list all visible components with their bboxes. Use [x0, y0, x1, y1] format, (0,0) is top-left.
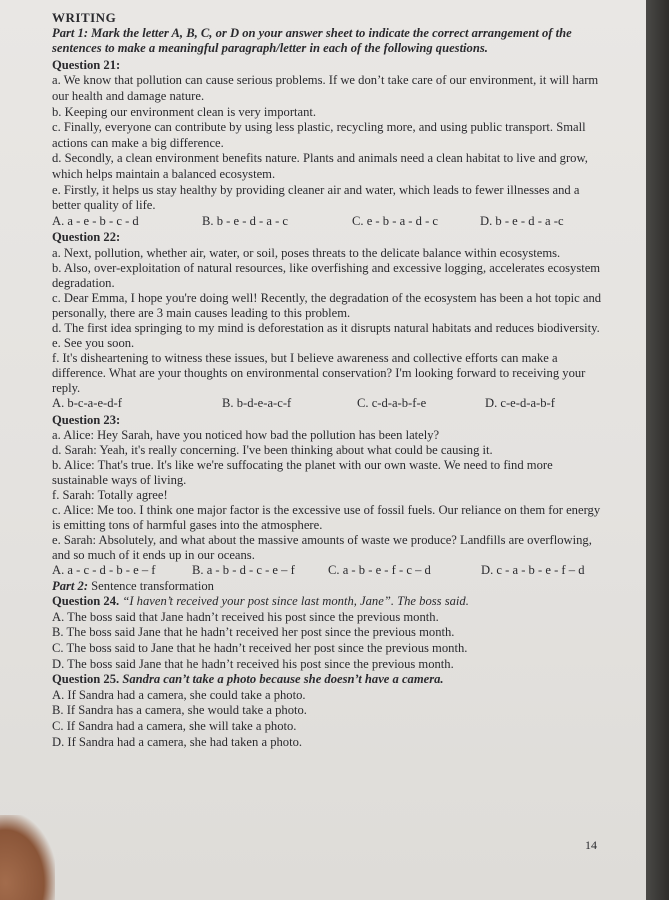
q22-option-a[interactable]: A. b-c-a-e-d-f — [52, 395, 122, 410]
section-heading: WRITING — [52, 10, 117, 25]
q24-option-d[interactable]: D. The boss said Jane that he hadn’t received his post since the previous month. — [52, 656, 454, 671]
q21-option-b[interactable]: B. b - e - d - a - c — [202, 213, 289, 228]
q24-option-c[interactable]: C. The boss said to Jane that he hadn’t received her post since the previous month. — [52, 641, 468, 656]
q23-line-b: b. Alice: That's true. It's like we're suffocating the planet with our own waste. We need to find more sustainable ways of living. — [52, 458, 553, 488]
q21-line-b: b. Keeping our environment clean is very important. — [52, 104, 317, 119]
part2-text: Sentence transformation — [88, 578, 214, 593]
q23-line-c: c. Alice: Me too. I think one major factor is the excessive use of fossil fuels. Our reliance on them for energy is emitting tons of harmful gases into the atmosphere. — [52, 503, 601, 533]
q23-option-c[interactable]: C. a - b - e - f - c – d — [328, 563, 431, 578]
q23-option-d[interactable]: D. c - a - b - e - f – d — [481, 563, 585, 578]
q22-option-d[interactable]: D. c-e-d-a-b-f — [485, 395, 555, 410]
table-edge — [646, 0, 669, 900]
q22-line-b: b. Also, over-exploitation of natural resources, like overfishing and excessive logging, accelerates ecosystem degradation. — [52, 260, 601, 290]
q23-option-b[interactable]: B. a - b - d - c - e – f — [192, 563, 295, 578]
part1-instructions: Part 1: Mark the letter A, B, C, or D on your answer sheet to indicate the correct arrangement of the sentences to make a meaningful paragraph/letter in each of the following questions. — [52, 25, 572, 56]
q24-prompt: “I haven’t received your post since last month, Jane”. The boss said. — [119, 594, 469, 609]
q23-option-a[interactable]: A. a - c - d - b - e – f — [52, 563, 156, 578]
q22-line-c: c. Dear Emma, I hope you're doing well! Recently, the degradation of the ecosystem has been a hot topic and personally, there are 3 main causes leading to this problem. — [52, 290, 602, 320]
q25-title: Question 25. — [52, 672, 120, 687]
q25-option-b[interactable]: B. If Sandra has a camera, she would take a photo. — [52, 703, 307, 718]
part2-label: Part 2: — [52, 578, 89, 593]
q25-prompt: Sandra can’t take a photo because she doesn’t have a camera. — [119, 672, 444, 687]
q22-line-a: a. Next, pollution, whether air, water, or soil, poses threats to the delicate balance within ecosystems. — [52, 245, 561, 260]
q21-title: Question 21: — [52, 57, 121, 72]
page-number: 14 — [585, 838, 597, 852]
q22-line-e: e. See you soon. — [52, 335, 135, 350]
q24-question — [52, 594, 606, 610]
q24-option-b[interactable]: B. The boss said Jane that he hadn’t received her post since the previous month. — [52, 625, 455, 640]
q21-option-c[interactable]: C. e - b - a - d - c — [352, 213, 439, 228]
q21-options — [52, 214, 606, 230]
q22-option-b[interactable]: B. b-d-e-a-c-f — [222, 395, 292, 410]
q24-option-a[interactable]: A. The boss said that Jane hadn’t received his post since the previous month. — [52, 609, 439, 624]
thumb-shadow — [0, 815, 55, 900]
q22-options — [52, 396, 606, 412]
q23-line-d: d. Sarah: Yeah, it's really concerning. I've been thinking about what could be causing it. — [52, 443, 493, 458]
q23-line-e: e. Sarah: Absolutely, and what about the massive amounts of waste we produce? Landfills are overflowing, and so much of it ends up in our oceans. — [52, 533, 592, 563]
q23-line-a: a. Alice: Hey Sarah, have you noticed how bad the pollution has been lately? — [52, 428, 440, 443]
q21-line-c: c. Finally, everyone can contribute by using less plastic, recycling more, and using public transport. Small actions can make a big difference. — [52, 120, 586, 150]
q22-title: Question 22: — [52, 230, 121, 245]
q25-option-d[interactable]: D. If Sandra had a camera, she had taken a photo. — [52, 734, 303, 749]
q23-line-f: f. Sarah: Totally agree! — [52, 488, 168, 503]
q22-line-f: f. It's disheartening to witness these issues, but I believe awareness and collective efforts can make a difference. What are your thoughts on environmental conservation? I'm looking forward to receiving your reply. — [52, 350, 586, 395]
q21-line-e: e. Firstly, it helps us stay healthy by providing cleaner air and water, which leads to fewer illnesses and a better quality of life. — [52, 182, 580, 213]
q21-line-d: d. Secondly, a clean environment benefits nature. Plants and animals need a clean habitat to live and grow, which helps maintain a balanced ecosystem. — [52, 151, 588, 181]
q21-option-d[interactable]: D. b - e - d - a -c — [480, 213, 564, 228]
q25-question — [52, 672, 606, 688]
q21-line-a: a. We know that pollution can cause serious problems. If we don’t take care of our environment, it will harm our health and damage nature. — [52, 73, 599, 103]
q24-title: Question 24. — [52, 594, 120, 609]
q23-options — [52, 563, 606, 579]
q25-option-c[interactable]: C. If Sandra had a camera, she will take a photo. — [52, 719, 297, 734]
q21-option-a[interactable]: A. a - e - b - c - d — [52, 213, 139, 228]
q25-option-a[interactable]: A. If Sandra had a camera, she could take a photo. — [52, 687, 306, 702]
q23-title: Question 23: — [52, 412, 121, 427]
part2-heading — [52, 579, 606, 595]
q22-option-c[interactable]: C. c-d-a-b-f-e — [357, 395, 427, 410]
q22-line-d: d. The first idea springing to my mind is deforestation as it disrupts natural habitats and reduces biodiversity. — [52, 320, 600, 335]
